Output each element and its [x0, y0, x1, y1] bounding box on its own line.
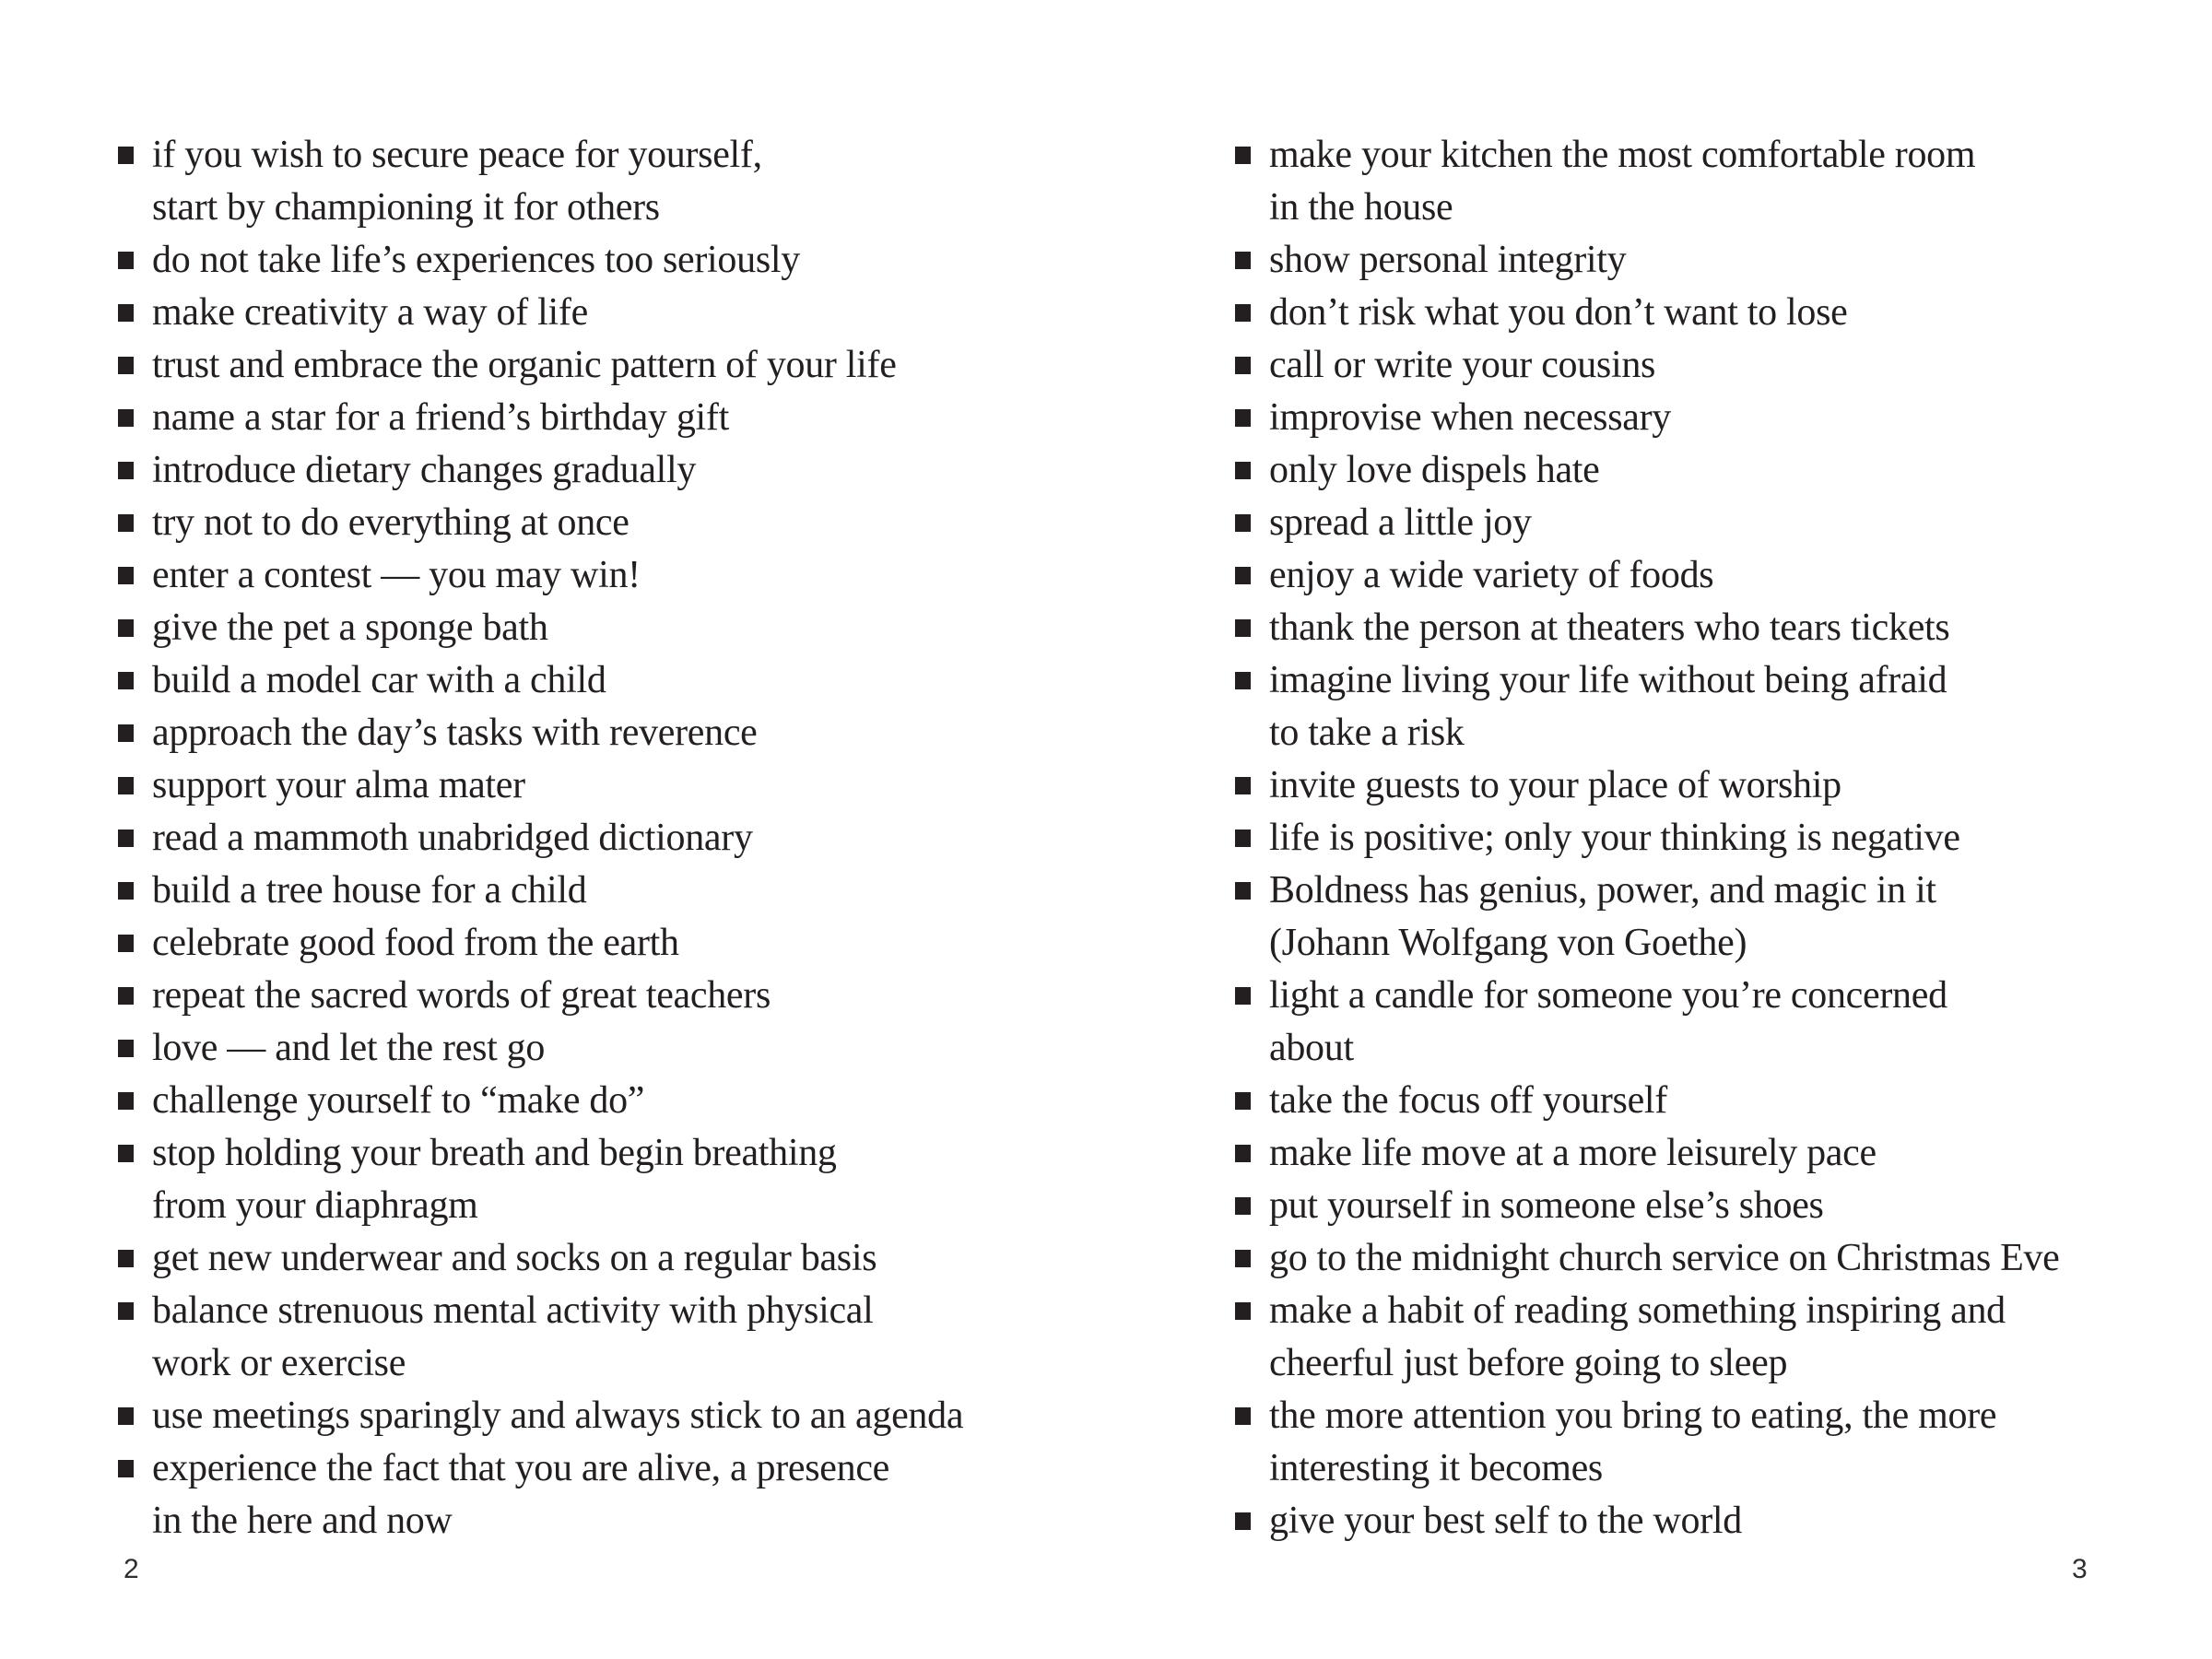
list-item-line: introduce dietary changes gradually	[152, 449, 697, 491]
bullet-square-icon	[1235, 1512, 1251, 1530]
list-item	[118, 549, 1095, 602]
list-item-line: thank the person at theaters who tears tickets	[1269, 606, 1950, 649]
list-item	[1235, 1390, 2212, 1495]
bullet-square-icon	[1235, 619, 1251, 637]
list-item-line: approach the day’s tasks with reverence	[152, 712, 758, 754]
list-item	[118, 234, 1095, 287]
list-item	[118, 1390, 1095, 1442]
list-item-line: make a habit of reading something inspiring and	[1269, 1289, 2006, 1332]
bullet-square-icon	[1235, 462, 1251, 479]
list-item-line: try not to do everything at once	[152, 501, 629, 544]
bullet-square-icon	[118, 1250, 134, 1267]
list-item-line: improvise when necessary	[1269, 396, 1671, 439]
list-item	[1235, 129, 2212, 234]
list-item-line: call or write your cousins	[1269, 344, 1656, 386]
list-item	[1235, 497, 2212, 549]
list-item-line: make life move at a more leisurely pace	[1269, 1132, 1877, 1174]
bullet-square-icon	[118, 514, 134, 532]
list-item-line: take the focus off yourself	[1269, 1079, 1667, 1122]
list-item-line: stop holding your breath and begin breathing	[152, 1132, 837, 1174]
list-item-line: trust and embrace the organic pattern of your life	[152, 344, 897, 386]
list-item	[1235, 1232, 2212, 1285]
list-item	[1235, 234, 2212, 287]
list-item	[118, 444, 1095, 497]
bullet-square-icon	[1235, 1092, 1251, 1110]
list-item	[118, 865, 1095, 917]
list-item	[118, 707, 1095, 759]
list-item-line: spread a little joy	[1269, 501, 1532, 544]
list-item-line: light a candle for someone you’re concerned	[1269, 974, 1947, 1017]
list-item	[1235, 602, 2212, 654]
bullet-square-icon	[118, 1460, 134, 1477]
bullet-square-icon	[118, 619, 134, 637]
list-item	[118, 812, 1095, 865]
list-item	[118, 339, 1095, 392]
bullet-square-icon	[118, 777, 134, 794]
list-item-line: celebrate good food from the earth	[152, 922, 679, 964]
list-item	[118, 1022, 1095, 1075]
list-item-line: name a star for a friend’s birthday gift	[152, 396, 729, 439]
list-item	[118, 759, 1095, 812]
list-item	[118, 1232, 1095, 1285]
list-item	[1235, 339, 2212, 392]
bullet-square-icon	[118, 1302, 134, 1320]
list-item	[1235, 865, 2212, 970]
bullet-square-icon	[1235, 1250, 1251, 1267]
list-item-line: from your diaphragm	[152, 1184, 478, 1227]
bullet-square-icon	[118, 672, 134, 689]
list-item-line: give the pet a sponge bath	[152, 606, 548, 649]
list-item-line: use meetings sparingly and always stick to an agenda	[152, 1394, 964, 1437]
list-item-line: make your kitchen the most comfortable room	[1269, 134, 1976, 176]
bullet-square-icon	[118, 304, 134, 322]
bullet-square-icon	[118, 882, 134, 900]
bullet-square-icon	[118, 1092, 134, 1110]
list-item	[1235, 970, 2212, 1075]
list-item-line: build a tree house for a child	[152, 869, 587, 912]
list-item	[1235, 287, 2212, 339]
list-item-line: imagine living your life without being afraid	[1269, 659, 1947, 701]
bullet-square-icon	[1235, 882, 1251, 900]
list-item-line: enter a contest — you may win!	[152, 554, 641, 596]
list-item-line: repeat the sacred words of great teachers	[152, 974, 771, 1017]
list-item-line: (Johann Wolfgang von Goethe)	[1269, 922, 1747, 964]
bullet-square-icon	[1235, 567, 1251, 584]
bullet-square-icon	[1235, 830, 1251, 847]
list-item	[118, 1285, 1095, 1390]
list-item-line: experience the fact that you are alive, a presence	[152, 1447, 890, 1489]
bullet-square-icon	[1235, 1197, 1251, 1215]
bullet-square-icon	[118, 987, 134, 1005]
list-item-line: make creativity a way of life	[152, 291, 588, 334]
list-item-line: if you wish to secure peace for yourself,	[152, 134, 762, 176]
list-item-line: do not take life’s experiences too seriously	[152, 239, 800, 281]
list-item-line: invite guests to your place of worship	[1269, 764, 1841, 806]
bullet-square-icon	[118, 1407, 134, 1425]
bullet-square-icon	[118, 252, 134, 269]
list-item-line: Boldness has genius, power, and magic in it	[1269, 869, 1936, 912]
list-item	[118, 917, 1095, 970]
list-item	[1235, 1075, 2212, 1127]
list-item	[1235, 1285, 2212, 1390]
list-item	[118, 392, 1095, 444]
list-item	[118, 970, 1095, 1022]
list-item	[1235, 1180, 2212, 1232]
list-item-line: life is positive; only your thinking is negative	[1269, 817, 1960, 859]
list-item-line: start by championing it for others	[152, 186, 660, 229]
list-item-line: enjoy a wide variety of foods	[1269, 554, 1714, 596]
bullet-square-icon	[118, 409, 134, 427]
list-item-line: put yourself in someone else’s shoes	[1269, 1184, 1824, 1227]
list-item-line: to take a risk	[1269, 712, 1465, 754]
list-item	[118, 287, 1095, 339]
list-item	[118, 602, 1095, 654]
bullet-square-icon	[118, 147, 134, 164]
list-item	[1235, 1127, 2212, 1180]
bullet-square-icon	[1235, 1145, 1251, 1162]
list-item-line: balance strenuous mental activity with physical	[152, 1289, 874, 1332]
list-item	[1235, 392, 2212, 444]
bullet-square-icon	[1235, 1407, 1251, 1425]
list-item-line: don’t risk what you don’t want to lose	[1269, 291, 1848, 334]
list-item	[1235, 1495, 2212, 1547]
list-item-line: interesting it becomes	[1269, 1447, 1603, 1489]
bullet-square-icon	[1235, 777, 1251, 794]
list-item	[118, 129, 1095, 234]
list-item-line: give your best self to the world	[1269, 1500, 1742, 1542]
bullet-square-icon	[1235, 147, 1251, 164]
list-item-line: in the house	[1269, 186, 1453, 229]
bullet-square-icon	[1235, 514, 1251, 532]
bullet-square-icon	[1235, 304, 1251, 322]
bullet-square-icon	[118, 462, 134, 479]
right-page-list	[1235, 129, 2212, 1547]
list-item-line: get new underwear and socks on a regular basis	[152, 1237, 877, 1279]
list-item	[118, 654, 1095, 707]
list-item-line: work or exercise	[152, 1342, 406, 1384]
list-item-line: build a model car with a child	[152, 659, 606, 701]
list-item-line: love — and let the rest go	[152, 1027, 546, 1069]
bullet-square-icon	[118, 935, 134, 952]
list-item-line: the more attention you bring to eating, the more	[1269, 1394, 1997, 1437]
list-item-line: only love dispels hate	[1269, 449, 1600, 491]
list-item-line: in the here and now	[152, 1500, 453, 1542]
list-item	[1235, 549, 2212, 602]
list-item-line: about	[1269, 1027, 1354, 1069]
list-item-line: show personal integrity	[1269, 239, 1627, 281]
bullet-square-icon	[118, 1040, 134, 1057]
right-page-number: 3	[2072, 1554, 2088, 1584]
list-item-line: cheerful just before going to sleep	[1269, 1342, 1788, 1384]
bullet-square-icon	[118, 357, 134, 374]
bullet-square-icon	[118, 1145, 134, 1162]
list-item	[1235, 759, 2212, 812]
bullet-square-icon	[118, 724, 134, 742]
list-item-line: challenge yourself to “make do”	[152, 1079, 645, 1122]
list-item	[1235, 444, 2212, 497]
list-item-line: support your alma mater	[152, 764, 525, 806]
list-item	[1235, 654, 2212, 759]
left-page-list	[118, 129, 1095, 1547]
list-item	[118, 497, 1095, 549]
list-item	[118, 1127, 1095, 1232]
bullet-square-icon	[1235, 357, 1251, 374]
bullet-square-icon	[1235, 987, 1251, 1005]
bullet-square-icon	[118, 830, 134, 847]
bullet-square-icon	[1235, 409, 1251, 427]
bullet-square-icon	[1235, 672, 1251, 689]
bullet-square-icon	[1235, 1302, 1251, 1320]
list-item-line: go to the midnight church service on Christmas Eve	[1269, 1237, 2060, 1279]
list-item	[118, 1075, 1095, 1127]
left-page-number: 2	[124, 1554, 139, 1584]
list-item	[1235, 812, 2212, 865]
list-item-line: read a mammoth unabridged dictionary	[152, 817, 753, 859]
bullet-square-icon	[118, 567, 134, 584]
bullet-square-icon	[1235, 252, 1251, 269]
list-item	[118, 1442, 1095, 1547]
